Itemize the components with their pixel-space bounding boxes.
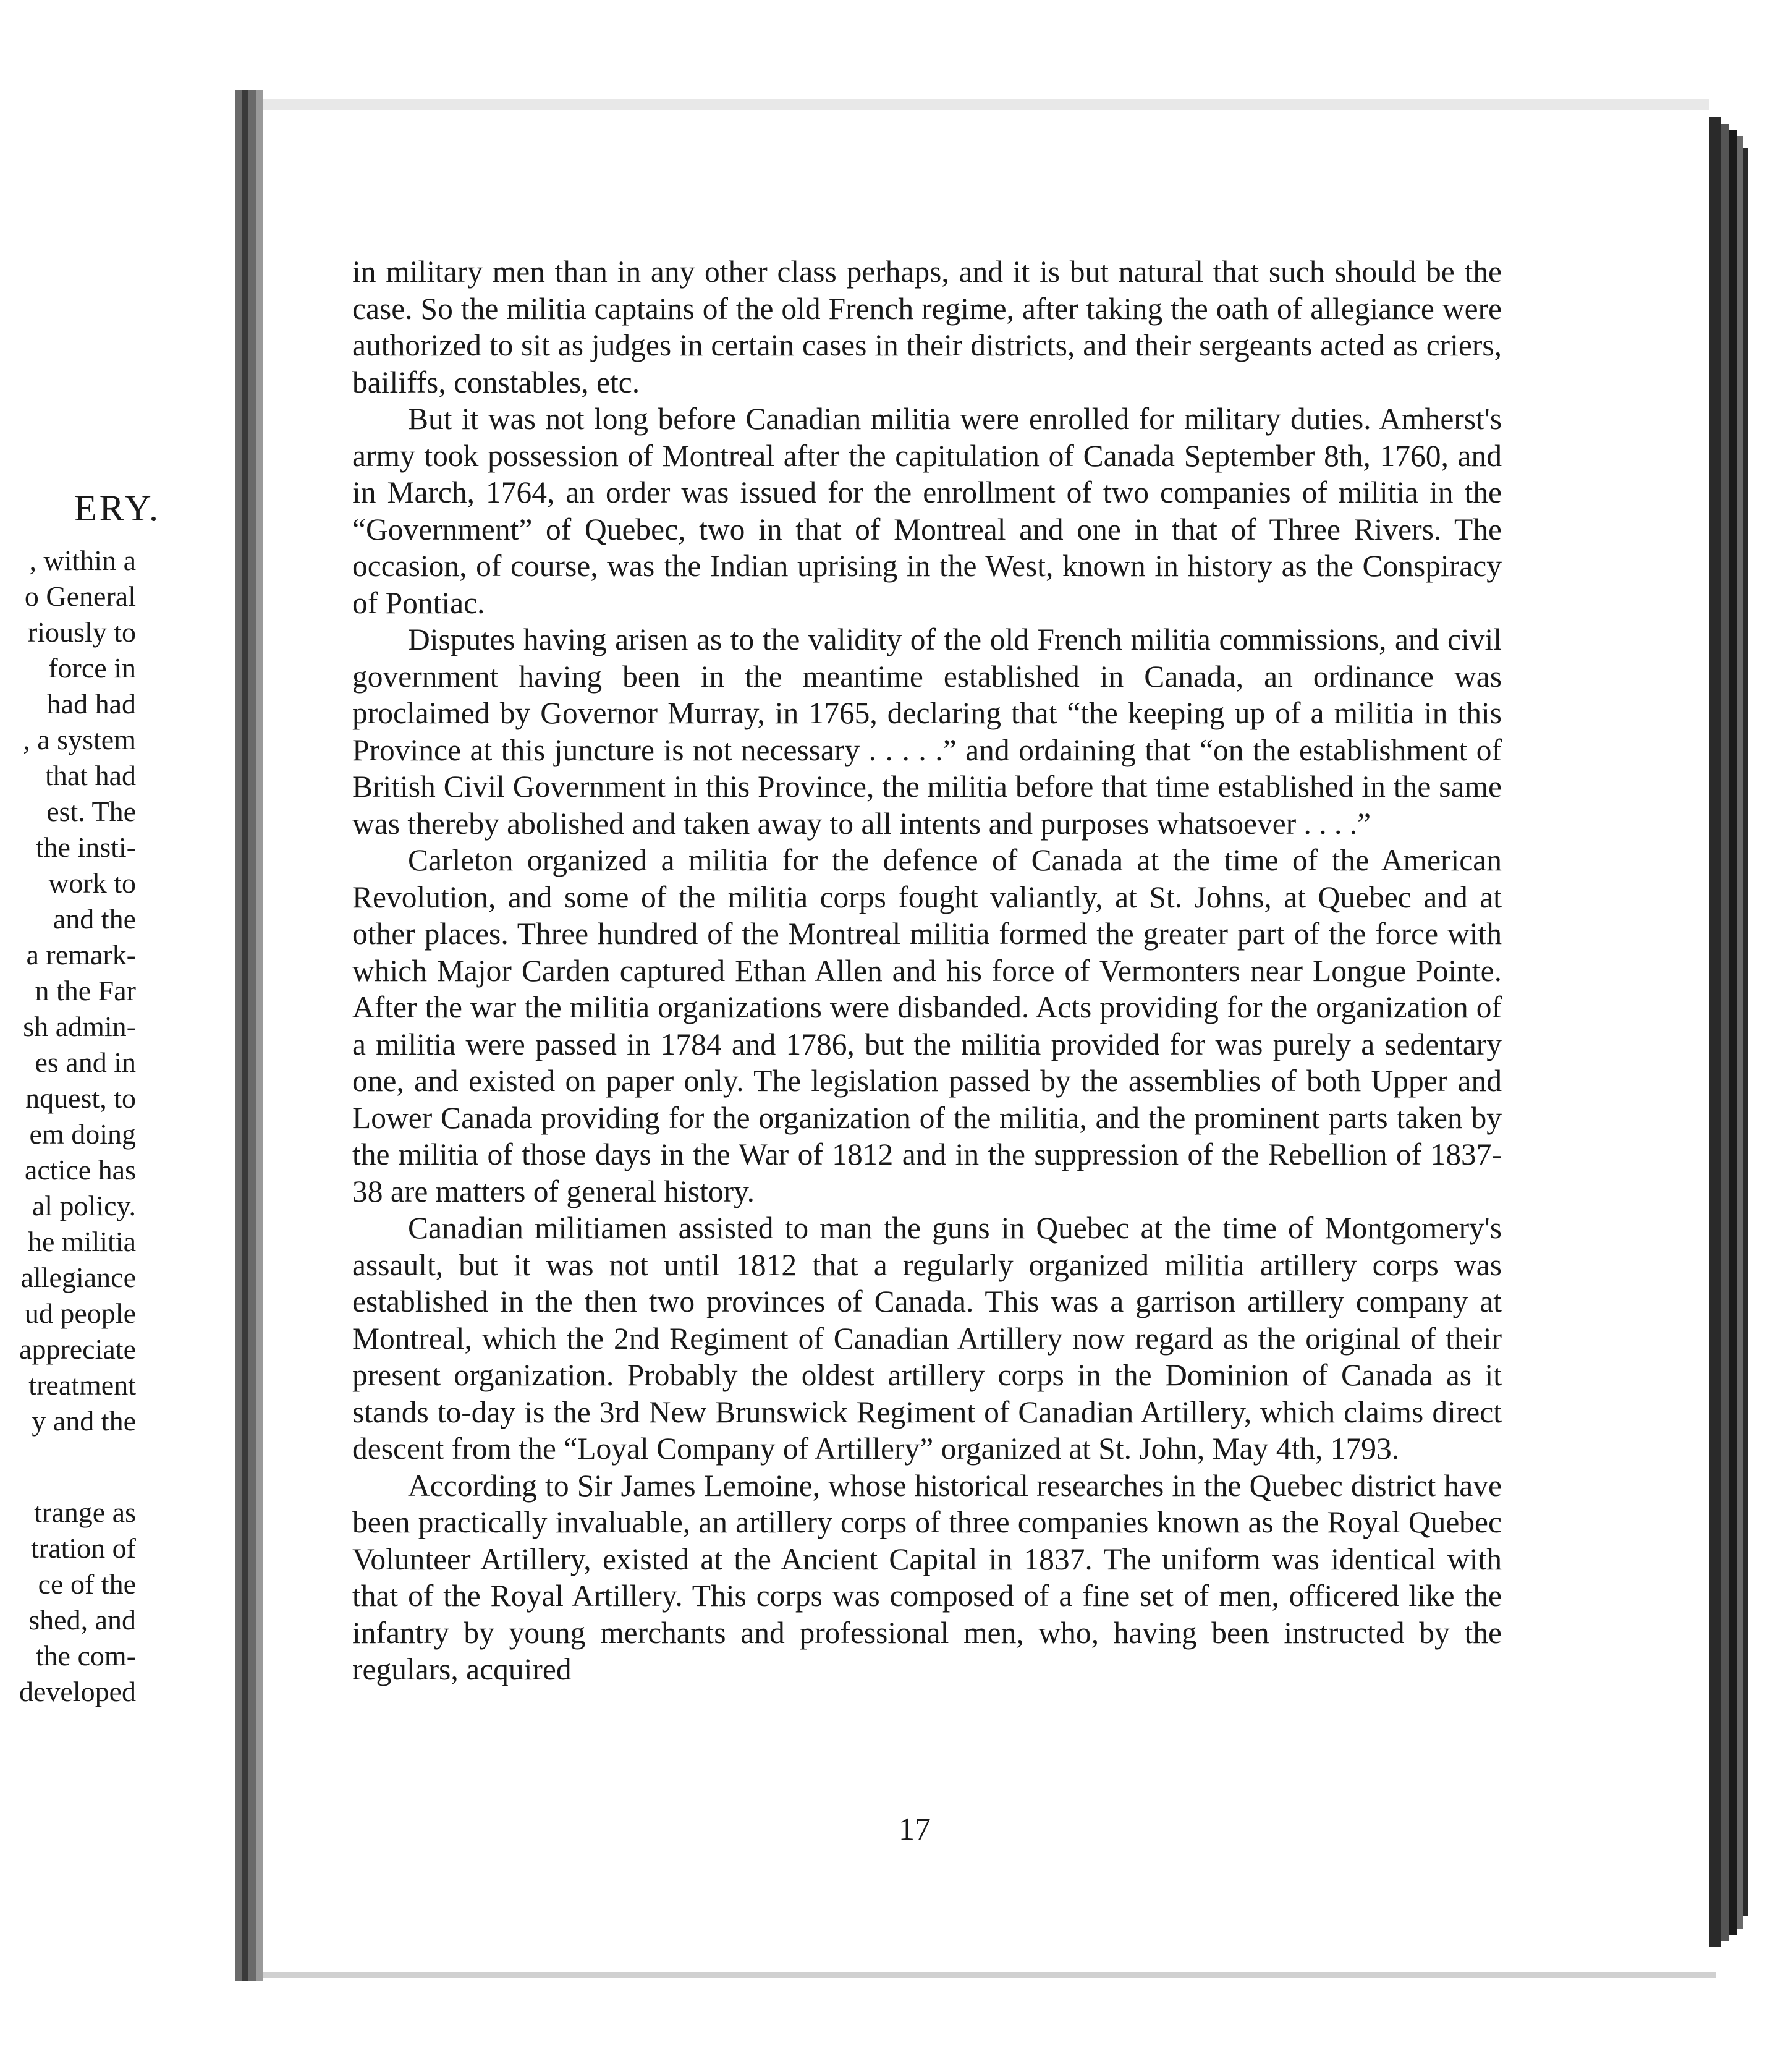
body-paragraph: Disputes having arisen as to the validity of the old French militia commissions, and civil government having been in the meantime established in Canada, an ordinance was proclaimed by Governor Murray, in 1765, declaring that “the keeping up of a militia in this Province at this juncture is not necessary . . . . .” and ordaining that “on the establishment of British Civil Government in this Province, the militia before that time established in the same was thereby abolished and taken away to all intents and purposes whatsoever . . . .”	[352, 622, 1502, 841]
left-page-line: allegiance	[20, 1262, 136, 1293]
left-page-line: ce of the	[38, 1568, 136, 1600]
left-page-line: em doing	[29, 1118, 136, 1150]
left-page-line: treatment	[28, 1369, 136, 1401]
left-page-line: the com-	[35, 1640, 136, 1671]
body-paragraph: Carleton organized a militia for the defence of Canada at the time of the American Revolution, and some of the militia corps fought valiantly, at St. Johns, at Quebec and at other places. Three hundred of the Montreal militia formed the greater part of the force with which Major Carden captured Ethan Allen and his force of Vermonters near Longue Pointe. After the war the militia organizations were disbanded. Acts providing for the organization of a militia were passed in 1784 and 1786, but the militia provided for was purely a sedentary one, and existed on paper only. The legislation passed by the assemblies of both Upper and Lower Canada providing for the organization of the militia, and the prominent parts taken by the militia of those days in the War of 1812 and in the suppression of the Rebellion of 1837-38 are matters of general history.	[352, 843, 1502, 1208]
body-paragraph: in military men than in any other class perhaps, and it is but natural that such should be the case. So the militia captains of the old French regime, after taking the oath of allegiance were authorized to sit as judges in certain cases in their districts, and their sergeants acted as criers, bailiffs, constables, etc.	[352, 255, 1502, 399]
left-page-line: riously to	[27, 616, 136, 648]
body-paragraph: But it was not long before Canadian militia were enrolled for military duties. Amherst's army took possession of Montreal after the capitulation of Canada September 8th, 1760, and in March, 1764, an order was issued for the enrollment of two companies of militia in the “Government” of Quebec, two in that of Montreal and one in that of Three Rivers. The occasion, of course, was the Indian uprising in the West, known in history as the Conspiracy of Pontiac.	[352, 402, 1502, 620]
left-page-line: he militia	[27, 1226, 136, 1257]
left-page-line: , within a	[29, 545, 136, 576]
left-page-line: a remark-	[26, 939, 136, 970]
body-paragraph: Canadian militiamen assisted to man the guns in Quebec at the time of Montgomery's assault, but it was not until 1812 that a regularly organized militia artillery corps was established in the then two provinces of Canada. This was a garrison artillery company at Montreal, which the 2nd Regiment of Canadian Artillery now regard as the original of their present organization. Probably the oldest artillery corps in the Dominion of Canada as it stands to-day is the 3rd New Brunswick Regiment of Canadian Artillery, which claims direct descent from the “Loyal Company of Artillery” organized at St. John, May 4th, 1793.	[352, 1211, 1502, 1466]
left-page-line: the insti-	[35, 831, 136, 863]
left-page-line: al policy.	[32, 1190, 136, 1221]
left-page-line: trange as	[34, 1497, 136, 1528]
left-page-line: force in	[48, 652, 136, 684]
left-page-line: ud people	[24, 1297, 136, 1329]
left-page-heading: ERY.	[74, 488, 161, 529]
left-page-line: o General	[24, 580, 136, 612]
left-page-line: and the	[53, 903, 136, 935]
left-page-line: work to	[48, 867, 136, 899]
left-page-line: n the Far	[35, 975, 136, 1006]
left-page-line: appreciate	[19, 1333, 136, 1365]
left-page-line: tration of	[31, 1532, 136, 1564]
left-page-fragment	[0, 87, 235, 1972]
left-page-line: had had	[46, 688, 136, 720]
left-page-line: nquest, to	[25, 1082, 136, 1114]
left-page-line: y and the	[32, 1405, 136, 1437]
left-page-line: actice has	[24, 1154, 136, 1186]
left-page-line: developed	[19, 1676, 136, 1707]
left-page-line: est. The	[46, 796, 136, 827]
body-paragraph: According to Sir James Lemoine, whose historical researches in the Quebec district have been practically invaluable, an artillery corps of three companies known as the Royal Quebec Volunteer Artillery, existed at the Ancient Capital in 1837. The uniform was identical with that of the Royal Artillery. This corps was composed of a fine set of men, officered like the infantry by young merchants and professional men, who, having been instructed by the regulars, acquired	[352, 1468, 1502, 1686]
page-number: 17	[899, 1812, 931, 1847]
left-page-line: es and in	[35, 1047, 136, 1078]
left-page-line: shed, and	[28, 1604, 136, 1636]
right-page-body	[352, 253, 1502, 1688]
left-page-line: that had	[45, 760, 136, 791]
left-page-line: sh admin-	[23, 1011, 136, 1042]
left-page-line: , a system	[23, 724, 136, 755]
